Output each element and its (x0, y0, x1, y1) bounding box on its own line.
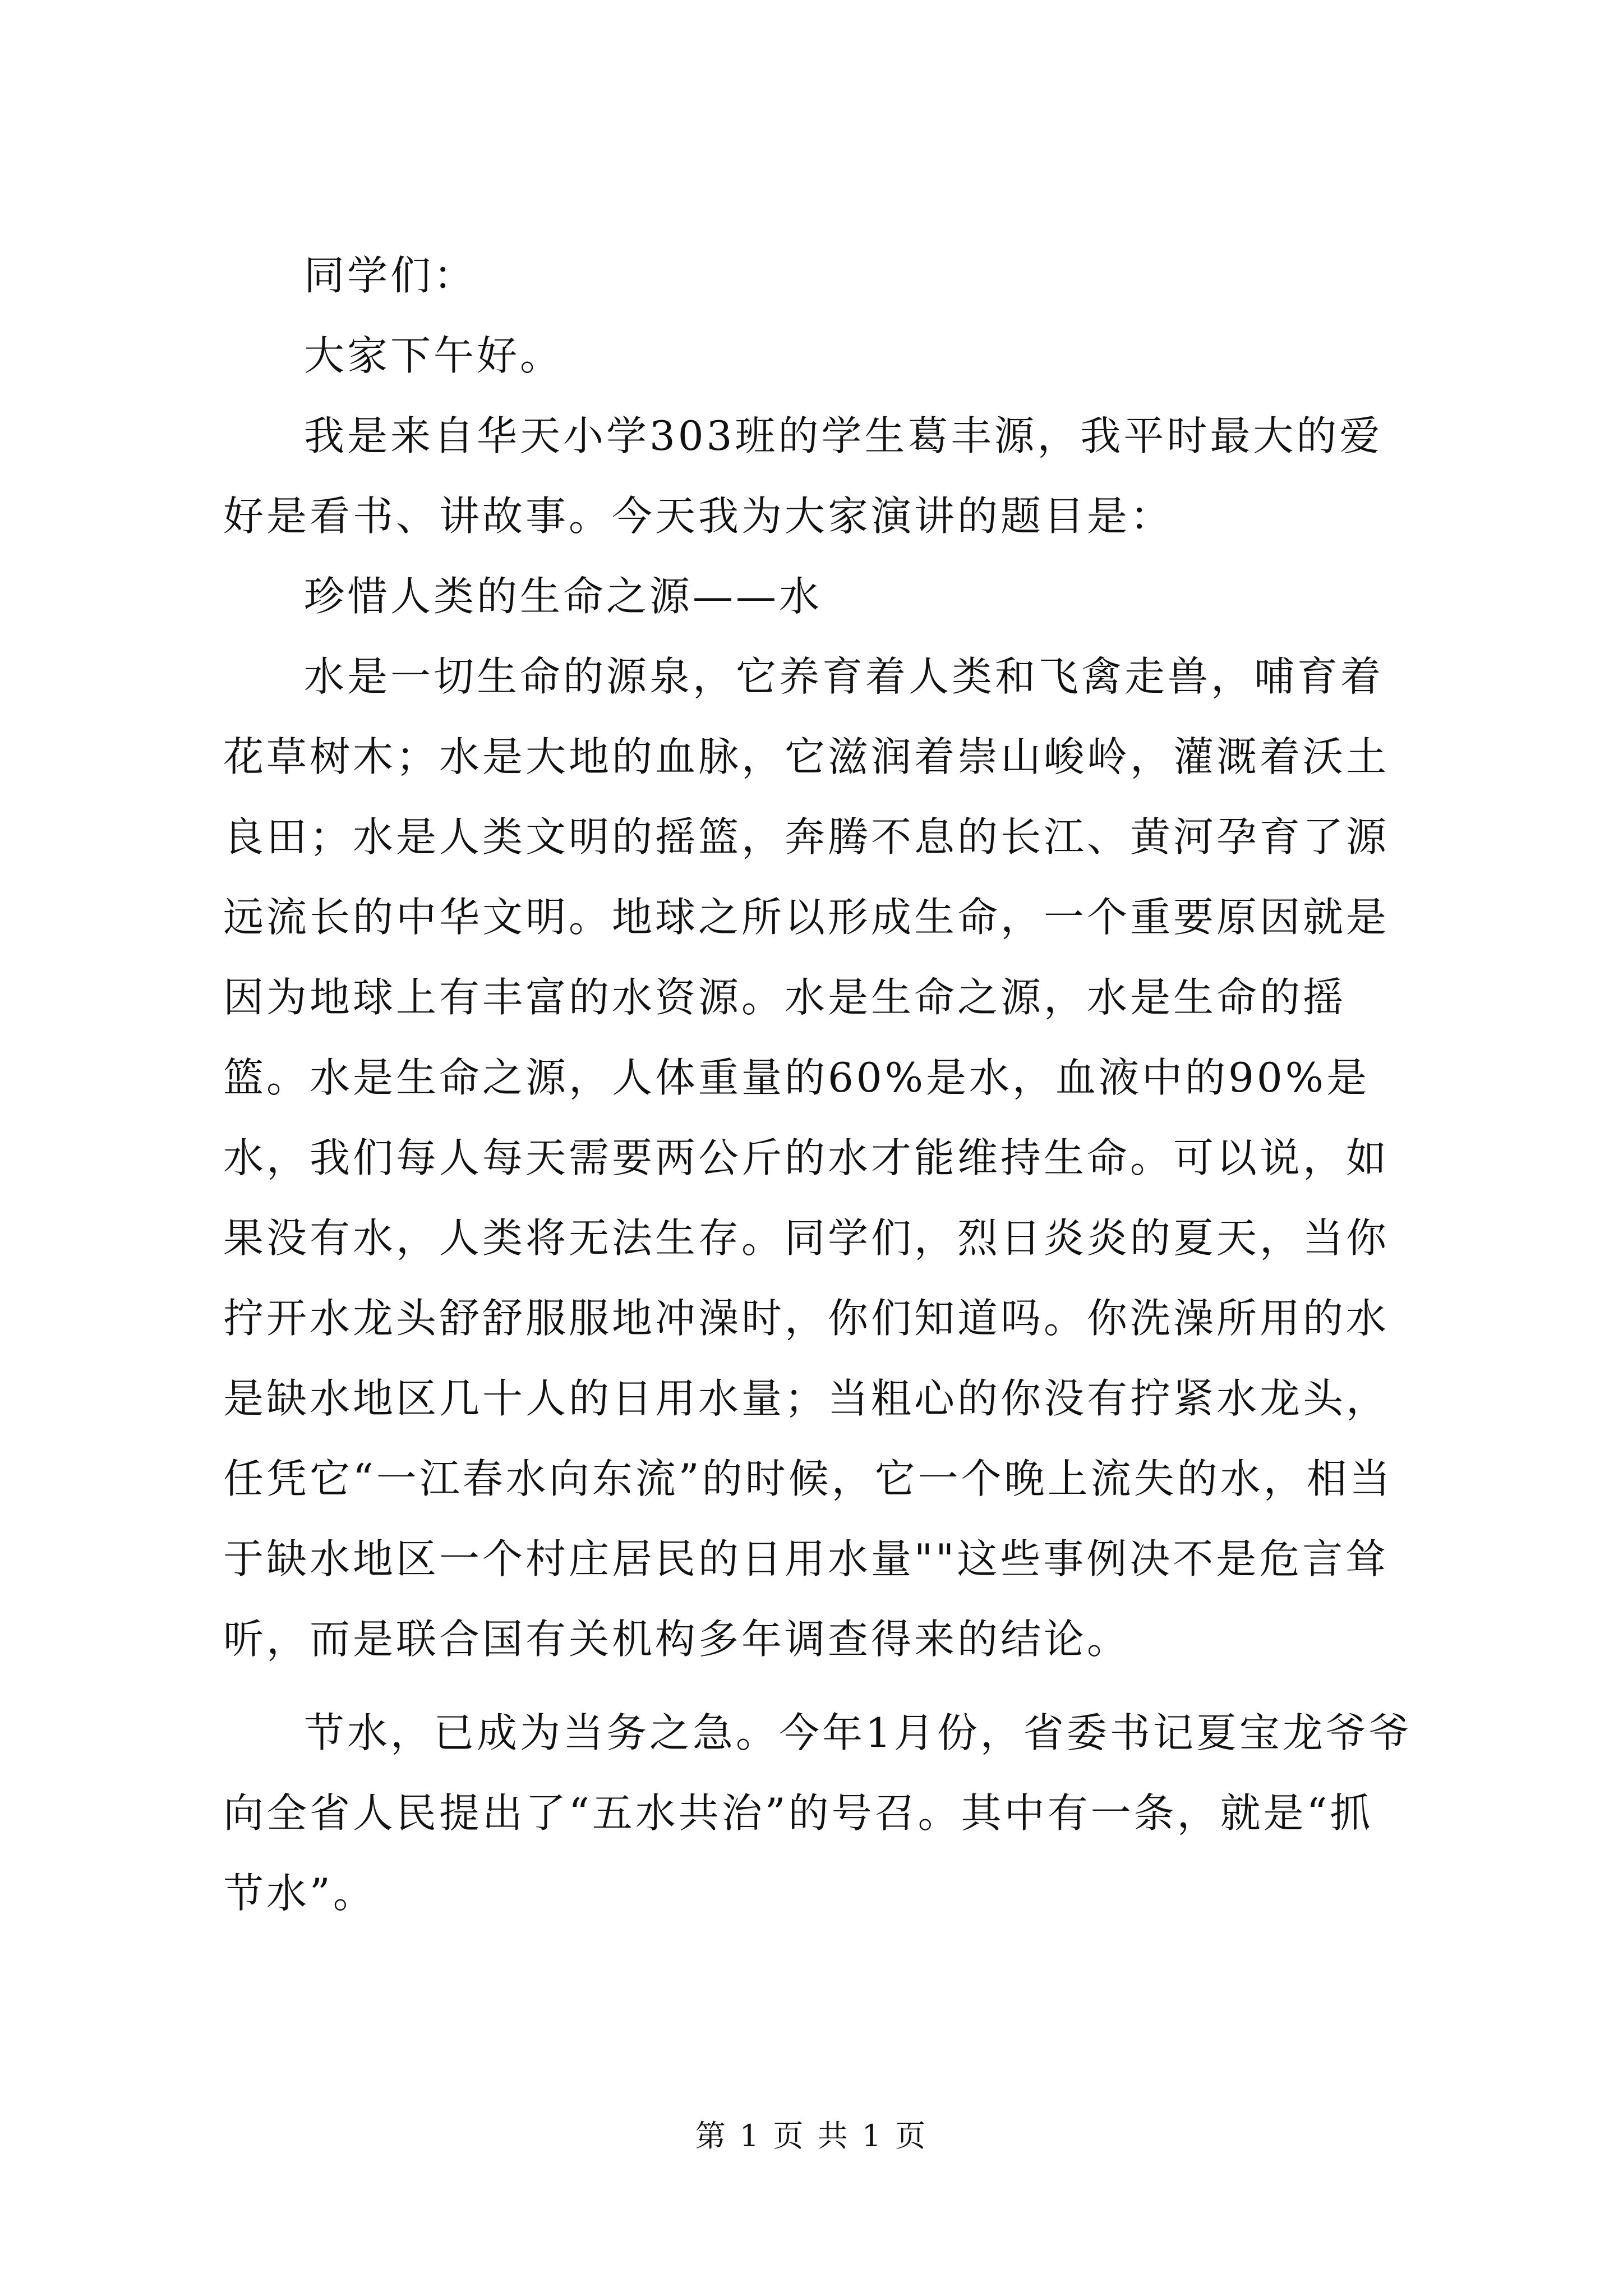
greeting-paragraph: 同学们： (304, 252, 477, 299)
water-importance-paragraph: 水是一切生命的源泉，它养育着人类和飞禽走兽，哺育着花草树木；水是大地的血脉，它滋润着崇山峻岭，灌溉着沃土良田；水是人类文明的摇篮，奔腾不息的长江、黄河孕育了源远流长的中华文明。地球之所以形成生命，一个重要原因就是因为地球上有丰富的水资源。水是生命之源，水是生命的摇篮。水是生命之源，人体重量的60%是水，血液中的90%是水，我们每人每天需要两公斤的水才能维持生命。可以说，如果没有水，人类将无法生存。同学们，烈日炎炎的夏天，当你拧开水龙头舒舒服服地冲澡时，你们知道吗。你洗澡所用的水是缺水地区几十人的日用水量；当粗心的你没有拧紧水龙头，任凭它“一江春水向东流”的时候，它一个晚上流失的水，相当于缺水地区一个村庄居民的日用水量""这些事例决不是危言耸听，而是联合国有关机构多年调查得来的结论。 (223, 653, 1393, 1663)
salutation-paragraph: 大家下午好。 (304, 332, 564, 379)
introduction-paragraph: 我是来自华天小学303班的学生葛丰源，我平时最大的爱好是看书、讲故事。今天我为大家演讲的题目是： (223, 412, 1383, 540)
speech-title: 珍惜人类的生命之源——水 (304, 573, 823, 620)
page-number-footer: 第 1 页 共 1 页 (695, 2118, 928, 2154)
document-body (223, 236, 1412, 1934)
water-saving-paragraph: 节水，已成为当务之急。今年1月份，省委书记夏宝龙爷爷向全省人民提出了“五水共治”的号召。其中有一条，就是“抓节水”。 (223, 1709, 1412, 1917)
